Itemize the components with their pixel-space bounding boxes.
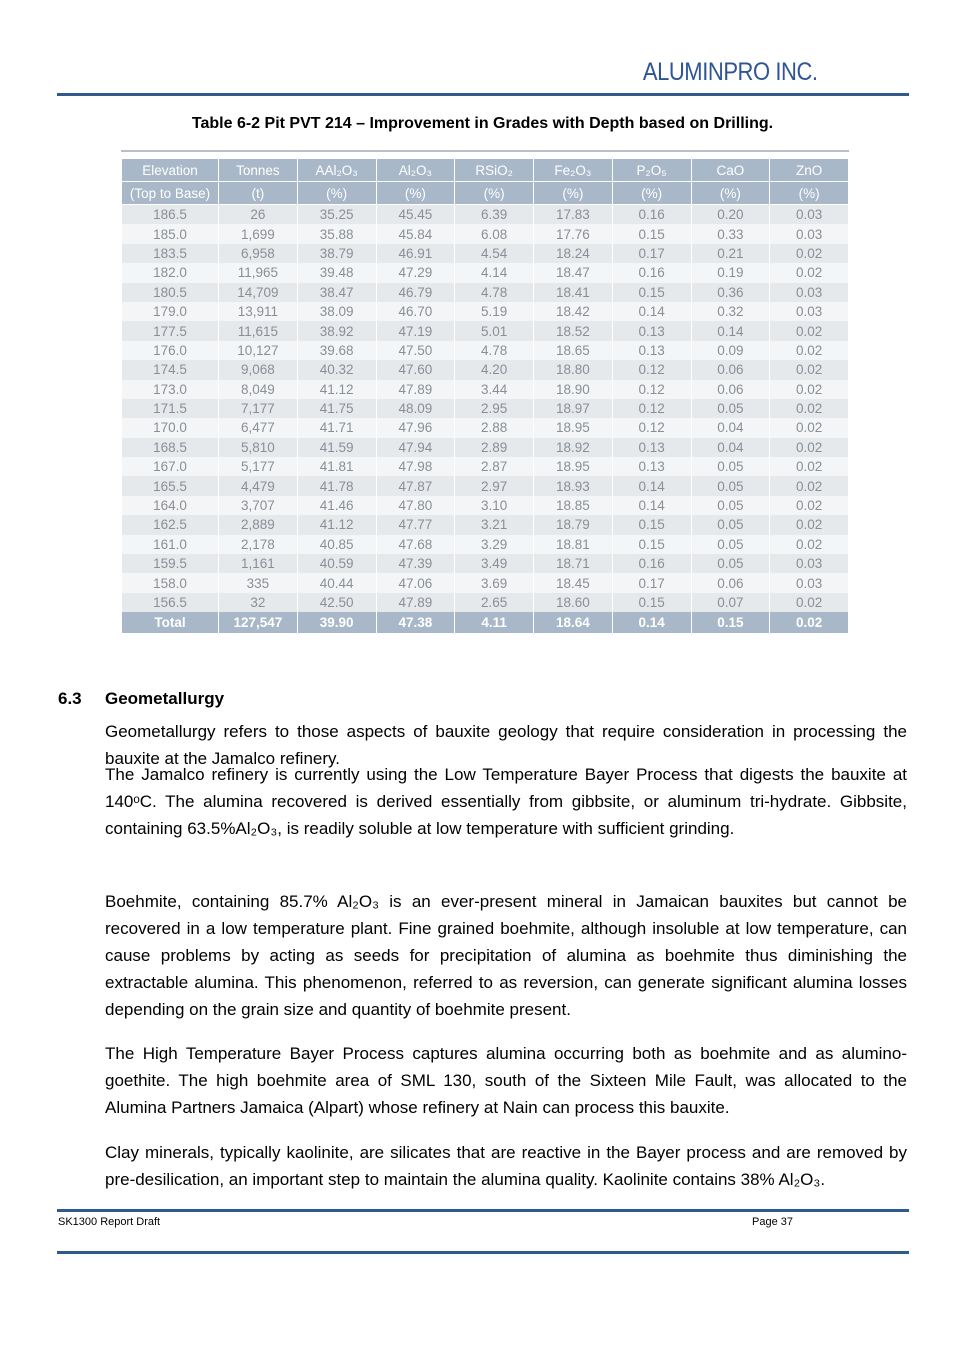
table-cell: 162.5: [122, 515, 219, 534]
table-cell: 5,810: [219, 438, 298, 457]
table-cell: 41.12: [297, 515, 376, 534]
column-header: RSiO₂: [455, 159, 534, 182]
table-cell: 18.95: [534, 418, 613, 437]
total-cell: 47.38: [376, 612, 455, 633]
table-cell: 4.78: [455, 341, 534, 360]
table-cell: 18.71: [534, 554, 613, 573]
table-cell: 0.12: [612, 418, 691, 437]
table-cell: 0.05: [691, 457, 770, 476]
table-cell: 0.02: [770, 496, 849, 515]
table-cell: 41.12: [297, 380, 376, 399]
table-cell: 2,178: [219, 535, 298, 554]
table-cell: 0.03: [770, 573, 849, 592]
table-row: [122, 554, 849, 573]
total-cell: 0.02: [770, 612, 849, 633]
table-cell: 18.80: [534, 360, 613, 379]
column-unit: (%): [770, 182, 849, 205]
table-cell: 0.03: [770, 302, 849, 321]
table-cell: 159.5: [122, 554, 219, 573]
table-cell: 0.13: [612, 438, 691, 457]
table-cell: 3.69: [455, 573, 534, 592]
table-cell: 0.06: [691, 360, 770, 379]
table-row: [122, 573, 849, 592]
table-row: [122, 244, 849, 263]
table-cell: 45.45: [376, 205, 455, 225]
table-cell: 41.75: [297, 399, 376, 418]
footer-doc-name: SK1300 Report Draft: [58, 1216, 161, 1228]
table-cell: 0.02: [770, 244, 849, 263]
table-cell: 38.47: [297, 283, 376, 302]
table-cell: 5.19: [455, 302, 534, 321]
table-row: [122, 438, 849, 457]
table-cell: 0.12: [612, 380, 691, 399]
table-cell: 0.14: [691, 321, 770, 340]
table-cell: 18.60: [534, 593, 613, 612]
table-cell: 10,127: [219, 341, 298, 360]
table-cell: 0.04: [691, 438, 770, 457]
table-cell: 47.87: [376, 476, 455, 495]
total-cell: Total: [122, 612, 219, 633]
table-cell: 0.15: [612, 593, 691, 612]
table-cell: 0.13: [612, 321, 691, 340]
table-cell: 46.79: [376, 283, 455, 302]
column-header: Elevation: [122, 159, 219, 182]
table-cell: 46.91: [376, 244, 455, 263]
table-cell: 3.49: [455, 554, 534, 573]
table-cell: 0.07: [691, 593, 770, 612]
grades-table: [121, 158, 849, 633]
table-row: [122, 283, 849, 302]
table-row: [122, 263, 849, 282]
table-cell: 0.36: [691, 283, 770, 302]
table-row: [122, 476, 849, 495]
table-cell: 0.05: [691, 399, 770, 418]
table-cell: 0.09: [691, 341, 770, 360]
table-cell: 41.71: [297, 418, 376, 437]
table-cell: 18.65: [534, 341, 613, 360]
table-cell: 0.05: [691, 496, 770, 515]
table-cell: 9,068: [219, 360, 298, 379]
table-cell: 46.70: [376, 302, 455, 321]
table-cell: 183.5: [122, 244, 219, 263]
table-cell: 174.5: [122, 360, 219, 379]
table-cell: 3.29: [455, 535, 534, 554]
table-cell: 335: [219, 573, 298, 592]
table-cell: 0.03: [770, 554, 849, 573]
column-header: AAl₂O₃: [297, 159, 376, 182]
table-cell: 170.0: [122, 418, 219, 437]
column-header: CaO: [691, 159, 770, 182]
table-cell: 164.0: [122, 496, 219, 515]
table-cell: 171.5: [122, 399, 219, 418]
table-cell: 18.45: [534, 573, 613, 592]
footer-bottom-rule: [57, 1251, 909, 1254]
table-cell: 3.21: [455, 515, 534, 534]
table-cell: 3.44: [455, 380, 534, 399]
column-unit: (%): [691, 182, 770, 205]
table-cell: 18.95: [534, 457, 613, 476]
table-row: [122, 457, 849, 476]
table-cell: 0.13: [612, 341, 691, 360]
table-cell: 35.88: [297, 224, 376, 243]
table-cell: 0.02: [770, 476, 849, 495]
table-cell: 0.16: [612, 554, 691, 573]
table-cell: 41.59: [297, 438, 376, 457]
table-cell: 158.0: [122, 573, 219, 592]
footer-page-number: Page 37: [752, 1216, 793, 1228]
table-cell: 0.05: [691, 554, 770, 573]
total-cell: 4.11: [455, 612, 534, 633]
paragraph: Geometallurgy refers to those aspects of bauxite geology that require consideration in processing the bauxite at the Jamalco refinery.: [105, 722, 907, 768]
table-cell: 6.08: [455, 224, 534, 243]
table-cell: 2.95: [455, 399, 534, 418]
table-cell: 17.83: [534, 205, 613, 225]
table-top-rule: [121, 150, 849, 152]
paragraph: The High Temperature Bayer Process captures alumina occurring both as boehmite and as alumino-goethite. The high boehmite area of SML 130, south of the Sixteen Mile Fault, was allocated to the Alumina Partners Jamaica (Alpart) whose refinery at Nain can process this bauxite.: [105, 1044, 907, 1117]
column-unit: (t): [219, 182, 298, 205]
table-row: [122, 593, 849, 612]
total-cell: 0.14: [612, 612, 691, 633]
table-cell: 0.17: [612, 573, 691, 592]
table-cell: 41.46: [297, 496, 376, 515]
table-header-row: [122, 159, 849, 182]
table-cell: 0.06: [691, 573, 770, 592]
table-cell: 179.0: [122, 302, 219, 321]
table-cell: 0.05: [691, 535, 770, 554]
table-cell: 6,958: [219, 244, 298, 263]
table-cell: 0.02: [770, 321, 849, 340]
table-cell: 0.14: [612, 302, 691, 321]
table-cell: 26: [219, 205, 298, 225]
table-cell: 47.39: [376, 554, 455, 573]
table-cell: 0.15: [612, 535, 691, 554]
table-cell: 18.52: [534, 321, 613, 340]
table-cell: 41.78: [297, 476, 376, 495]
table-cell: 168.5: [122, 438, 219, 457]
table-row: [122, 418, 849, 437]
table-cell: 47.60: [376, 360, 455, 379]
table-cell: 42.50: [297, 593, 376, 612]
table-row: [122, 515, 849, 534]
table-cell: 177.5: [122, 321, 219, 340]
table-cell: 4.78: [455, 283, 534, 302]
table-cell: 18.97: [534, 399, 613, 418]
table-cell: 0.12: [612, 360, 691, 379]
table-cell: 182.0: [122, 263, 219, 282]
table-cell: 38.09: [297, 302, 376, 321]
table-cell: 18.47: [534, 263, 613, 282]
table-cell: 38.92: [297, 321, 376, 340]
table-row: [122, 399, 849, 418]
table-cell: 14,709: [219, 283, 298, 302]
table-cell: 4,479: [219, 476, 298, 495]
table-cell: 18.79: [534, 515, 613, 534]
table-cell: 47.89: [376, 380, 455, 399]
table-cell: 4.54: [455, 244, 534, 263]
table-cell: 0.02: [770, 380, 849, 399]
table-row: [122, 321, 849, 340]
table-cell: 173.0: [122, 380, 219, 399]
column-unit: (%): [534, 182, 613, 205]
table-cell: 2.97: [455, 476, 534, 495]
table-cell: 47.29: [376, 263, 455, 282]
total-cell: 18.64: [534, 612, 613, 633]
table-cell: 0.06: [691, 380, 770, 399]
table-row: [122, 380, 849, 399]
table-row: [122, 205, 849, 225]
table-cell: 32: [219, 593, 298, 612]
table-cell: 0.02: [770, 341, 849, 360]
column-header: ZnO: [770, 159, 849, 182]
table-cell: 0.17: [612, 244, 691, 263]
column-unit: (%): [612, 182, 691, 205]
table-cell: 0.14: [612, 476, 691, 495]
section-title: Geometallurgy: [105, 689, 225, 708]
table-row: [122, 535, 849, 554]
table-units-row: [122, 182, 849, 205]
table-cell: 0.03: [770, 224, 849, 243]
table-cell: 47.96: [376, 418, 455, 437]
table-cell: 18.93: [534, 476, 613, 495]
table-cell: 0.16: [612, 263, 691, 282]
table-cell: 47.80: [376, 496, 455, 515]
total-cell: 127,547: [219, 612, 298, 633]
table-caption: Table 6-2 Pit PVT 214 – Improvement in Grades with Depth based on Drilling.: [191, 115, 774, 132]
table-cell: 0.21: [691, 244, 770, 263]
table-cell: 35.25: [297, 205, 376, 225]
paragraph: Clay minerals, typically kaolinite, are silicates that are reactive in the Bayer process and are removed by pre-desilication, an important step to maintain the alumina quality. Kaolinite contains 38% Al₂O₃.: [105, 1143, 907, 1189]
table-cell: 186.5: [122, 205, 219, 225]
table-cell: 0.12: [612, 399, 691, 418]
table-cell: 2.87: [455, 457, 534, 476]
table-cell: 2.65: [455, 593, 534, 612]
table-row: [122, 341, 849, 360]
table-cell: 47.68: [376, 535, 455, 554]
table-cell: 40.32: [297, 360, 376, 379]
table-cell: 2.89: [455, 438, 534, 457]
table-cell: 47.94: [376, 438, 455, 457]
table-cell: 18.92: [534, 438, 613, 457]
table-cell: 5,177: [219, 457, 298, 476]
table-cell: 47.89: [376, 593, 455, 612]
paragraph: The Jamalco refinery is currently using the Low Temperature Bayer Process that digests the bauxite at 140ᵒC. The alumina recovered is derived essentially from gibbsite, or aluminum tri-hydrate. Gibbsite, containing 63.5%Al₂O₃, is readily soluble at low temperature with sufficient grinding.: [105, 765, 907, 838]
table-cell: 2.88: [455, 418, 534, 437]
paragraph: Boehmite, containing 85.7% Al₂O₃ is an ever-present mineral in Jamaican bauxites but cannot be recovered in a low temperature plant. Fine grained boehmite, although insoluble at low temperature, can cause problems by acting as seeds for precipitation of alumina as boehmite thus diminishing the extractable alumina. This phenomenon, referred to as reversion, can generate significant alumina losses depending on the grain size and quantity of boehmite present.: [105, 892, 907, 1019]
table-cell: 0.02: [770, 418, 849, 437]
table-cell: 41.81: [297, 457, 376, 476]
table-cell: 45.84: [376, 224, 455, 243]
table-cell: 40.85: [297, 535, 376, 554]
column-header: Fe₂O₃: [534, 159, 613, 182]
table-cell: 48.09: [376, 399, 455, 418]
table-row: [122, 496, 849, 515]
total-cell: 39.90: [297, 612, 376, 633]
table-cell: 0.03: [770, 205, 849, 225]
table-cell: 0.32: [691, 302, 770, 321]
table-cell: 0.05: [691, 476, 770, 495]
table-cell: 165.5: [122, 476, 219, 495]
table-cell: 47.98: [376, 457, 455, 476]
table-cell: 4.20: [455, 360, 534, 379]
table-cell: 38.79: [297, 244, 376, 263]
table-cell: 18.41: [534, 283, 613, 302]
table-cell: 0.02: [770, 515, 849, 534]
table-cell: 6,477: [219, 418, 298, 437]
table-cell: 0.15: [612, 283, 691, 302]
column-header: Tonnes: [219, 159, 298, 182]
table-cell: 11,965: [219, 263, 298, 282]
table-cell: 0.16: [612, 205, 691, 225]
table-cell: 2,889: [219, 515, 298, 534]
table-cell: 47.19: [376, 321, 455, 340]
table-cell: 3,707: [219, 496, 298, 515]
table-cell: 0.02: [770, 593, 849, 612]
table-cell: 7,177: [219, 399, 298, 418]
table-cell: 0.33: [691, 224, 770, 243]
table-cell: 161.0: [122, 535, 219, 554]
table-total-row: [122, 612, 849, 633]
table-cell: 8,049: [219, 380, 298, 399]
table-cell: 0.02: [770, 263, 849, 282]
column-unit: (%): [376, 182, 455, 205]
table-cell: 18.42: [534, 302, 613, 321]
column-unit: (%): [297, 182, 376, 205]
table-cell: 18.81: [534, 535, 613, 554]
table-cell: 39.68: [297, 341, 376, 360]
table-cell: 5.01: [455, 321, 534, 340]
table-cell: 0.15: [612, 224, 691, 243]
table-cell: 0.13: [612, 457, 691, 476]
table-cell: 0.04: [691, 418, 770, 437]
table-cell: 47.50: [376, 341, 455, 360]
header-rule: [57, 93, 909, 96]
table-cell: 47.77: [376, 515, 455, 534]
table-cell: 0.19: [691, 263, 770, 282]
table-cell: 40.59: [297, 554, 376, 573]
table-row: [122, 360, 849, 379]
section-number: 6.3: [58, 689, 82, 708]
table-cell: 0.02: [770, 457, 849, 476]
table-cell: 4.14: [455, 263, 534, 282]
table-cell: 0.02: [770, 535, 849, 554]
table-cell: 0.15: [612, 515, 691, 534]
table-cell: 3.10: [455, 496, 534, 515]
table-cell: 1,161: [219, 554, 298, 573]
table-cell: 185.0: [122, 224, 219, 243]
table-cell: 0.02: [770, 360, 849, 379]
table-cell: 0.02: [770, 438, 849, 457]
table-cell: 156.5: [122, 593, 219, 612]
column-header: Al₂O₃: [376, 159, 455, 182]
table-cell: 13,911: [219, 302, 298, 321]
table-cell: 18.85: [534, 496, 613, 515]
table-cell: 0.02: [770, 399, 849, 418]
table-row: [122, 224, 849, 243]
table-cell: 6.39: [455, 205, 534, 225]
table-cell: 167.0: [122, 457, 219, 476]
table-row: [122, 302, 849, 321]
table-cell: 40.44: [297, 573, 376, 592]
table-cell: 18.90: [534, 380, 613, 399]
table-cell: 180.5: [122, 283, 219, 302]
table-cell: 0.03: [770, 283, 849, 302]
table-cell: 17.76: [534, 224, 613, 243]
table-cell: 47.06: [376, 573, 455, 592]
table-cell: 11,615: [219, 321, 298, 340]
table-cell: 0.14: [612, 496, 691, 515]
company-name: ALUMINPRO INC.: [643, 58, 818, 86]
column-unit: (%): [455, 182, 534, 205]
column-unit: (Top to Base): [122, 182, 219, 205]
table-cell: 18.24: [534, 244, 613, 263]
section-heading: [58, 689, 224, 709]
table-cell: 1,699: [219, 224, 298, 243]
footer-top-rule: [57, 1209, 909, 1212]
table-cell: 0.20: [691, 205, 770, 225]
table-cell: 0.05: [691, 515, 770, 534]
total-cell: 0.15: [691, 612, 770, 633]
column-header: P₂O₅: [612, 159, 691, 182]
table-cell: 39.48: [297, 263, 376, 282]
table-cell: 176.0: [122, 341, 219, 360]
